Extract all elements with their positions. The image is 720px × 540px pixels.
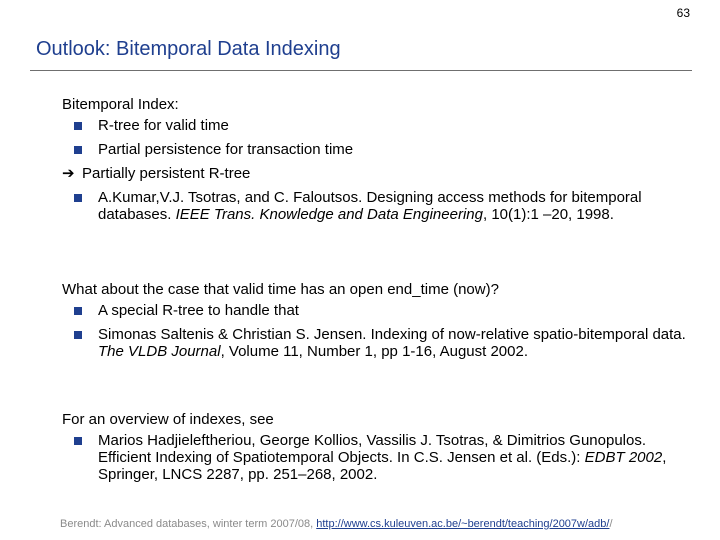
reference-authors: Simonas Saltenis & Christian S. Jensen. Indexing of now-relative spatio-bitemporal data. [98, 326, 686, 343]
square-bullet-icon [74, 331, 82, 339]
reference-authors: Marios Hadjieleftheriou, George Kollios, Vassilis J. Tsotras, & Dimitrios Gunopulos. Efficient Indexing of Spatiotemporal Objects. In C.S. Jensen et al. (Eds.): [98, 432, 646, 466]
reference-journal: The VLDB Journal [98, 343, 221, 360]
list-item [62, 302, 698, 319]
list-item-text: A special R-tree to handle that [98, 302, 299, 319]
list-item [62, 141, 698, 158]
list-item [62, 165, 698, 182]
list-item [62, 117, 698, 134]
reference-details: , Volume 11, Number 1, pp 1-16, August 2002. [220, 343, 528, 360]
list-item-text: Partial persistence for transaction time [98, 141, 354, 158]
reference-journal: IEEE Trans. Knowledge and Data Engineering [175, 206, 483, 223]
reference-authors: A.Kumar,V.J. Tsotras, and C. Faloutsos. Designing access methods for bitemporal databases. [98, 189, 642, 223]
reference-journal: EDBT 2002 [584, 449, 663, 466]
reference-details: , Springer, LNCS 2287, pp. 251–268, 2002. [98, 449, 667, 483]
page-number: 63 [676, 6, 690, 20]
title-divider [30, 70, 692, 71]
section-overview [62, 411, 698, 490]
section-now-relative [62, 281, 698, 367]
footer-text: Berendt: Advanced databases, winter term 2007/08, [60, 518, 314, 530]
section-heading: Bitemporal Index: [62, 96, 179, 113]
list-item-text: Partially persistent R-tree [82, 165, 251, 182]
section-heading: For an overview of indexes, see [62, 411, 274, 428]
square-bullet-icon [74, 194, 82, 202]
square-bullet-icon [74, 307, 82, 315]
square-bullet-icon [74, 122, 82, 130]
list-item-text: R-tree for valid time [98, 117, 229, 134]
section-bitemporal-index [62, 96, 698, 230]
footer-link[interactable]: http://www.cs.kuleuven.ac.be/~berendt/teaching/2007w/adb/ [316, 518, 610, 530]
section-heading: What about the case that valid time has an open end_time (now)? [62, 281, 499, 298]
reference-item [62, 432, 698, 483]
reference-item [62, 189, 698, 223]
square-bullet-icon [74, 146, 82, 154]
slide-title: Outlook: Bitemporal Data Indexing [36, 38, 341, 60]
reference-details: , 10(1):1 –20, 1998. [482, 206, 614, 223]
reference-item [62, 326, 698, 360]
footer: Berendt: Advanced databases, winter term 2007/08, http://www.cs.kuleuven.ac.be/~berendt/teaching/2007w/adb// [60, 518, 613, 530]
square-bullet-icon [74, 437, 82, 445]
right-arrow-icon: ➔ [62, 165, 75, 182]
